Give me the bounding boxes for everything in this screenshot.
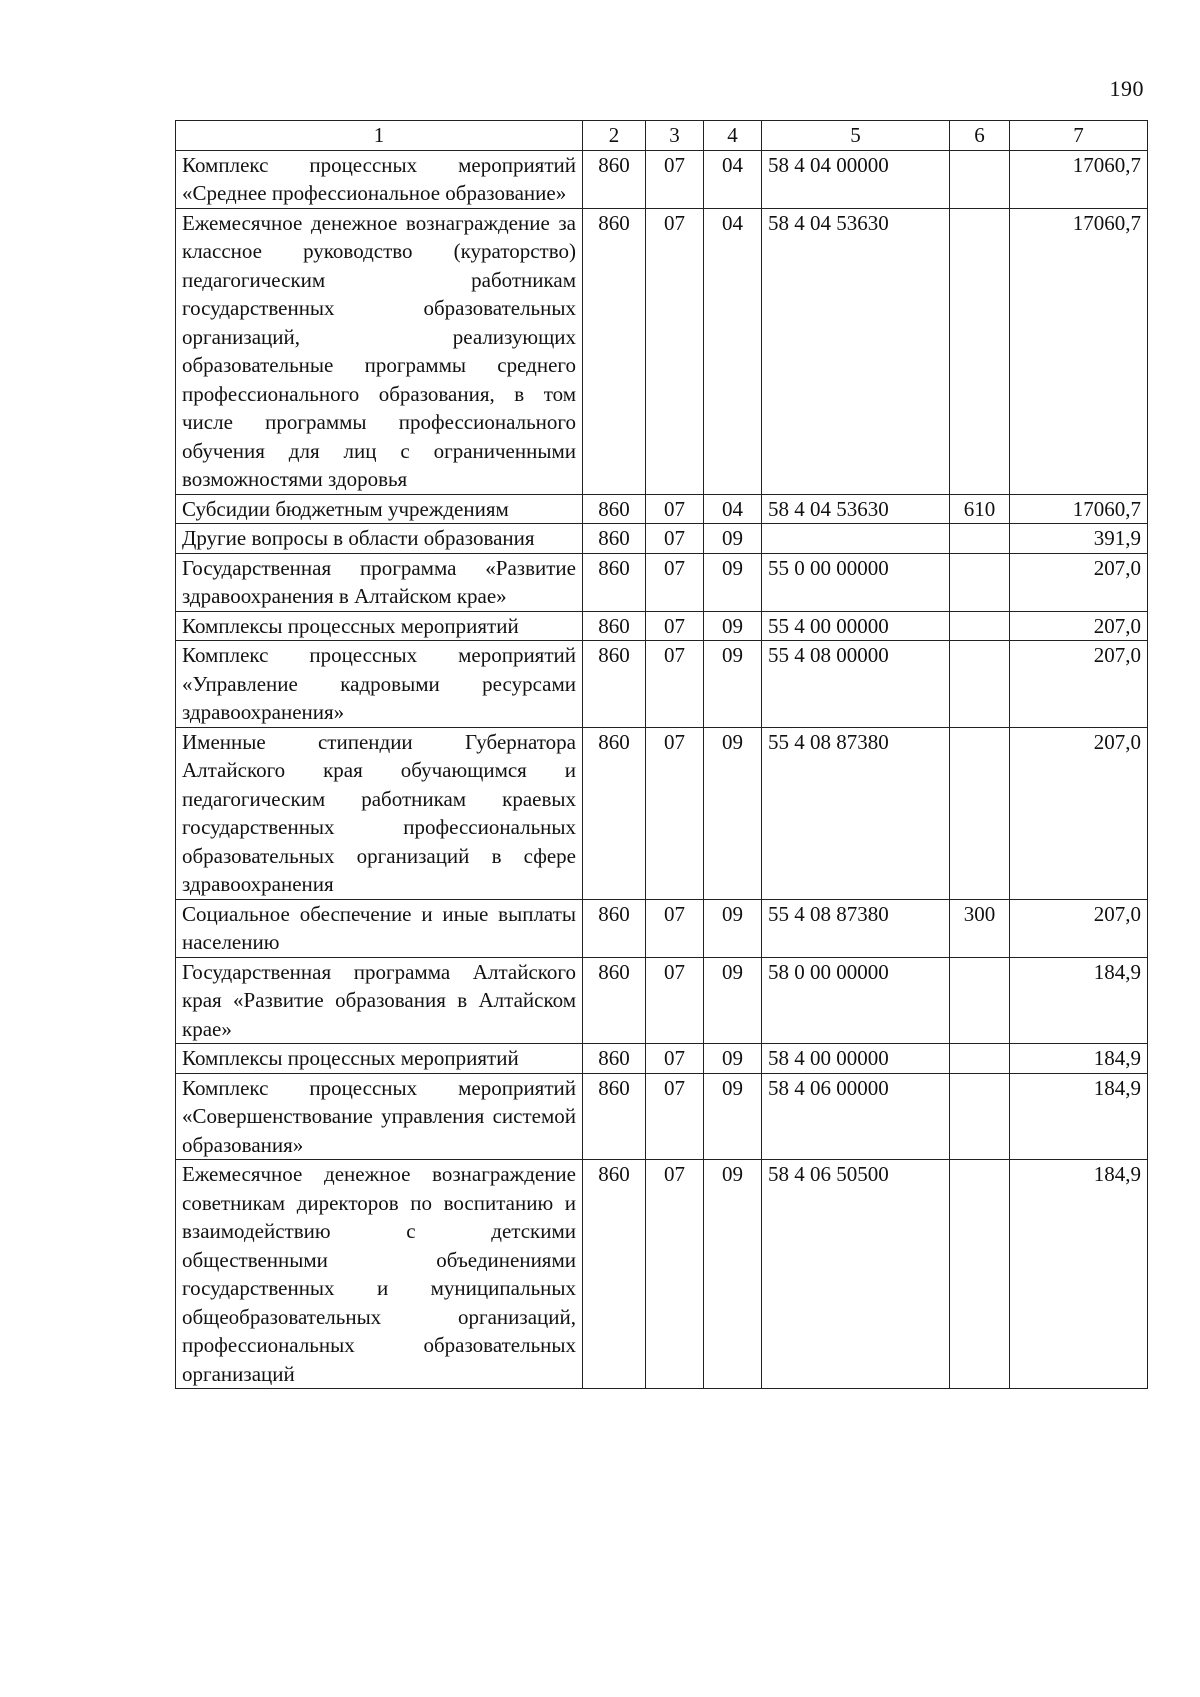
expense-type-cell	[950, 1044, 1010, 1074]
amount-cell: 184,9	[1010, 1160, 1148, 1389]
expense-type-cell	[950, 1160, 1010, 1389]
subsection-cell: 09	[704, 611, 762, 641]
subsection-cell: 09	[704, 727, 762, 899]
expense-type-cell	[950, 553, 1010, 611]
page-number: 190	[1109, 76, 1144, 101]
target-article-cell	[762, 524, 950, 554]
name-cell: Ежемесячное денежное вознаграждение за классное руководство (кураторство) педагогическим работникам государственных образовательных организаций, реализующих образовательные программы среднего профессионального образования, в том числе программы профессионального обучения для лиц с ограниченными возможностями здоровья	[176, 208, 583, 494]
column-header-2: 2	[583, 121, 646, 151]
table-row	[176, 208, 1148, 494]
table-row	[176, 1044, 1148, 1074]
target-article-cell: 58 0 00 00000	[762, 957, 950, 1044]
subsection-cell: 09	[704, 899, 762, 957]
name-cell: Комплекс процессных мероприятий «Среднее профессиональное образование»	[176, 150, 583, 208]
expense-type-cell	[950, 957, 1010, 1044]
section-cell: 07	[646, 150, 704, 208]
section-cell: 07	[646, 899, 704, 957]
amount-cell: 17060,7	[1010, 494, 1148, 524]
section-cell: 07	[646, 494, 704, 524]
section-cell: 07	[646, 1044, 704, 1074]
admin-code-cell: 860	[583, 494, 646, 524]
name-cell: Комплекс процессных мероприятий «Совершенствование управления системой образования»	[176, 1073, 583, 1160]
expense-type-cell	[950, 524, 1010, 554]
amount-cell: 184,9	[1010, 957, 1148, 1044]
admin-code-cell: 860	[583, 727, 646, 899]
section-cell: 07	[646, 553, 704, 611]
admin-code-cell: 860	[583, 611, 646, 641]
subsection-cell: 09	[704, 1044, 762, 1074]
amount-cell: 207,0	[1010, 641, 1148, 728]
target-article-cell: 58 4 04 00000	[762, 150, 950, 208]
name-cell: Субсидии бюджетным учреждениям	[176, 494, 583, 524]
expense-type-cell: 610	[950, 494, 1010, 524]
table-row	[176, 553, 1148, 611]
expense-type-cell	[950, 208, 1010, 494]
section-cell: 07	[646, 208, 704, 494]
subsection-cell: 04	[704, 150, 762, 208]
amount-cell: 207,0	[1010, 727, 1148, 899]
header-row	[176, 121, 1148, 151]
target-article-cell: 58 4 04 53630	[762, 208, 950, 494]
column-header-1: 1	[176, 121, 583, 151]
table-row	[176, 524, 1148, 554]
expense-type-cell	[950, 727, 1010, 899]
amount-cell: 207,0	[1010, 611, 1148, 641]
subsection-cell: 09	[704, 1160, 762, 1389]
subsection-cell: 09	[704, 524, 762, 554]
admin-code-cell: 860	[583, 957, 646, 1044]
amount-cell: 184,9	[1010, 1073, 1148, 1160]
target-article-cell: 55 4 08 87380	[762, 727, 950, 899]
section-cell: 07	[646, 524, 704, 554]
section-cell: 07	[646, 957, 704, 1044]
table-row	[176, 899, 1148, 957]
amount-cell: 391,9	[1010, 524, 1148, 554]
section-cell: 07	[646, 1160, 704, 1389]
amount-cell: 207,0	[1010, 553, 1148, 611]
expense-type-cell: 300	[950, 899, 1010, 957]
name-cell: Государственная программа Алтайского края «Развитие образования в Алтайском крае»	[176, 957, 583, 1044]
name-cell: Социальное обеспечение и иные выплаты населению	[176, 899, 583, 957]
admin-code-cell: 860	[583, 1073, 646, 1160]
target-article-cell: 55 4 00 00000	[762, 611, 950, 641]
admin-code-cell: 860	[583, 899, 646, 957]
table-row	[176, 641, 1148, 728]
expense-type-cell	[950, 150, 1010, 208]
admin-code-cell: 860	[583, 524, 646, 554]
admin-code-cell: 860	[583, 553, 646, 611]
column-header-4: 4	[704, 121, 762, 151]
name-cell: Ежемесячное денежное вознаграждение советникам директоров по воспитанию и взаимодействию с детскими общественными объединениями государственных и муниципальных общеобразовательных организаций, профессиональных образовательных организаций	[176, 1160, 583, 1389]
subsection-cell: 04	[704, 208, 762, 494]
column-header-3: 3	[646, 121, 704, 151]
target-article-cell: 58 4 04 53630	[762, 494, 950, 524]
expense-type-cell	[950, 611, 1010, 641]
admin-code-cell: 860	[583, 1160, 646, 1389]
target-article-cell: 58 4 06 00000	[762, 1073, 950, 1160]
column-header-5: 5	[762, 121, 950, 151]
target-article-cell: 55 4 08 87380	[762, 899, 950, 957]
amount-cell: 207,0	[1010, 899, 1148, 957]
subsection-cell: 09	[704, 641, 762, 728]
section-cell: 07	[646, 611, 704, 641]
table-body	[176, 150, 1148, 1389]
budget-table	[175, 120, 1148, 1389]
admin-code-cell: 860	[583, 150, 646, 208]
name-cell: Именные стипендии Губернатора Алтайского края обучающимся и педагогическим работникам краевых государственных профессиональных образовательных организаций в сфере здравоохранения	[176, 727, 583, 899]
section-cell: 07	[646, 1073, 704, 1160]
table-row	[176, 1073, 1148, 1160]
target-article-cell: 58 4 06 50500	[762, 1160, 950, 1389]
target-article-cell: 55 4 08 00000	[762, 641, 950, 728]
name-cell: Комплексы процессных мероприятий	[176, 1044, 583, 1074]
table-row	[176, 727, 1148, 899]
table-row	[176, 494, 1148, 524]
name-cell: Комплекс процессных мероприятий «Управление кадровыми ресурсами здравоохранения»	[176, 641, 583, 728]
section-cell: 07	[646, 727, 704, 899]
name-cell: Комплексы процессных мероприятий	[176, 611, 583, 641]
admin-code-cell: 860	[583, 208, 646, 494]
table-row	[176, 957, 1148, 1044]
amount-cell: 17060,7	[1010, 208, 1148, 494]
admin-code-cell: 860	[583, 1044, 646, 1074]
expense-type-cell	[950, 641, 1010, 728]
name-cell: Государственная программа «Развитие здравоохранения в Алтайском крае»	[176, 553, 583, 611]
target-article-cell: 58 4 00 00000	[762, 1044, 950, 1074]
subsection-cell: 09	[704, 553, 762, 611]
table-row	[176, 150, 1148, 208]
table-row	[176, 1160, 1148, 1389]
section-cell: 07	[646, 641, 704, 728]
column-header-7: 7	[1010, 121, 1148, 151]
amount-cell: 184,9	[1010, 1044, 1148, 1074]
amount-cell: 17060,7	[1010, 150, 1148, 208]
target-article-cell: 55 0 00 00000	[762, 553, 950, 611]
admin-code-cell: 860	[583, 641, 646, 728]
subsection-cell: 09	[704, 957, 762, 1044]
table-row	[176, 611, 1148, 641]
column-header-6: 6	[950, 121, 1010, 151]
subsection-cell: 04	[704, 494, 762, 524]
name-cell: Другие вопросы в области образования	[176, 524, 583, 554]
expense-type-cell	[950, 1073, 1010, 1160]
subsection-cell: 09	[704, 1073, 762, 1160]
